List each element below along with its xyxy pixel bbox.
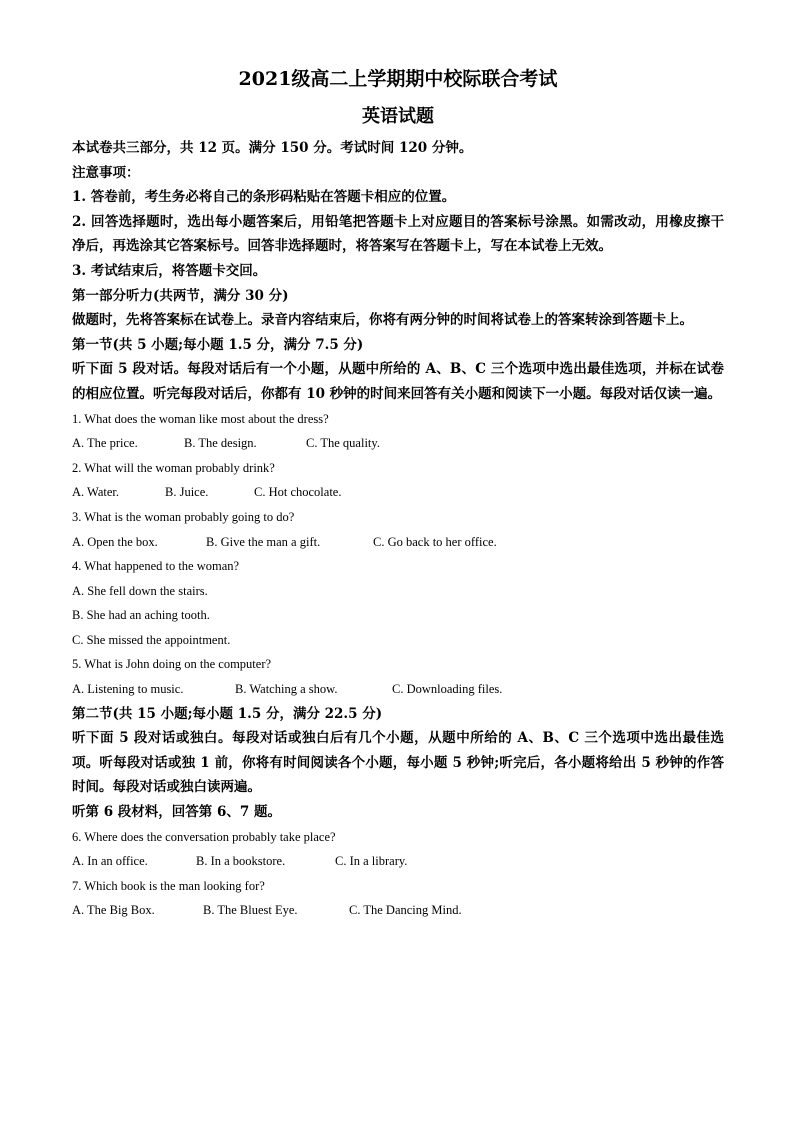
exam-info: 本试卷共三部分，共 12 页。满分 150 分。考试时间 120 分钟。 bbox=[72, 140, 473, 156]
section2-heading: 第二节(共 15 小题;每小题 1.5 分，满分 22.5 分) bbox=[72, 705, 383, 722]
option-b: B. Watching a show. bbox=[235, 682, 338, 697]
option-b: B. Juice. bbox=[165, 485, 209, 500]
option-b: B. In a bookstore. bbox=[196, 854, 286, 869]
option-b: B. The design. bbox=[184, 436, 257, 451]
option-a: A. She fell down the stairs. bbox=[72, 583, 208, 598]
option-c: C. In a library. bbox=[335, 854, 408, 869]
notice-item-2: 2. 回答选择题时，选出每小题答案后，用铅笔把答题卡上对应题目的答案标号涂黑。如需改动，用橡皮擦干净后，再选涂其它答案标号。回答非选择题时，将答案写在答题卡上，写在本试卷上无效。 bbox=[72, 213, 724, 255]
option-row bbox=[72, 849, 724, 874]
part1-heading: 第一部分听力(共两节，满分 30 分) bbox=[72, 287, 289, 304]
option-row bbox=[72, 898, 724, 923]
question-stem: 2. What will the woman probably drink? bbox=[72, 460, 275, 475]
question-stem: 1. What does the woman like most about the dress? bbox=[72, 411, 329, 426]
section2-instruction: 听下面 5 段对话或独白。每段对话或独白后有几个小题，从题中所给的 A、B、C 三个选项中选出最佳选项。听每段对话或独 1 前，你将有时间阅读各个小题，每小题 5 秒钟;听完后，各小题将给出 5 秒钟的作答时间。每段对话或独白读两遍。 bbox=[72, 730, 724, 796]
section1-instruction: 听下面 5 段对话。每段对话后有一个小题，从题中所给的 A、B、C 三个选项中选出最佳选项，并标在试卷的相应位置。听完每段对话后，你都有 10 秒钟的时间来回答有关小题和阅读下一小题。每段对话仅读一遍。 bbox=[72, 361, 724, 402]
notice-heading: 注意事项： bbox=[72, 164, 140, 181]
option-a: A. Listening to music. bbox=[72, 682, 184, 697]
notice-item-3: 3. 考试结束后，将答题卡交回。 bbox=[72, 262, 267, 279]
question-stem: 6. Where does the conversation probably take place? bbox=[72, 829, 336, 844]
option-row bbox=[72, 677, 724, 702]
option-row bbox=[72, 530, 724, 555]
option-row bbox=[72, 431, 724, 456]
option-b: B. The Bluest Eye. bbox=[203, 903, 298, 918]
exam-subtitle: 英语试题 bbox=[362, 106, 434, 127]
question-stem: 3. What is the woman probably going to do? bbox=[72, 509, 295, 524]
option-row bbox=[72, 480, 724, 505]
exam-title: 2021级高二上学期期中校际联合考试 bbox=[238, 68, 558, 90]
option-c: C. Downloading files. bbox=[392, 682, 503, 697]
option-c: C. Go back to her office. bbox=[373, 534, 497, 549]
option-a: A. The price. bbox=[72, 436, 138, 451]
option-b: B. Give the man a gift. bbox=[206, 534, 321, 549]
part1-instruction: 做题时，先将答案标在试卷上。录音内容结束后，你将有两分钟的时间将试卷上的答案转涂到答题卡上。 bbox=[72, 312, 693, 329]
question-stem: 5. What is John doing on the computer? bbox=[72, 657, 272, 672]
question-stem: 7. Which book is the man looking for? bbox=[72, 878, 265, 893]
option-c: C. The quality. bbox=[306, 436, 380, 451]
notice-item-1: 1. 答卷前，考生务必将自己的条形码粘贴在答题卡相应的位置。 bbox=[72, 189, 456, 206]
option-c: C. She missed the appointment. bbox=[72, 632, 231, 647]
option-c: C. The Dancing Mind. bbox=[349, 903, 462, 918]
option-a: A. The Big Box. bbox=[72, 903, 155, 918]
section1-heading: 第一节(共 5 小题;每小题 1.5 分，满分 7.5 分) bbox=[72, 336, 364, 353]
option-a: A. Water. bbox=[72, 485, 120, 500]
exam-page bbox=[72, 64, 724, 923]
option-c: C. Hot chocolate. bbox=[254, 485, 342, 500]
option-b: B. She had an aching tooth. bbox=[72, 608, 210, 623]
option-a: A. Open the box. bbox=[72, 534, 158, 549]
question-stem: 4. What happened to the woman? bbox=[72, 559, 240, 574]
material-6-heading: 听第 6 段材料，回答第 6、7 题。 bbox=[72, 804, 281, 821]
option-a: A. In an office. bbox=[72, 854, 148, 869]
